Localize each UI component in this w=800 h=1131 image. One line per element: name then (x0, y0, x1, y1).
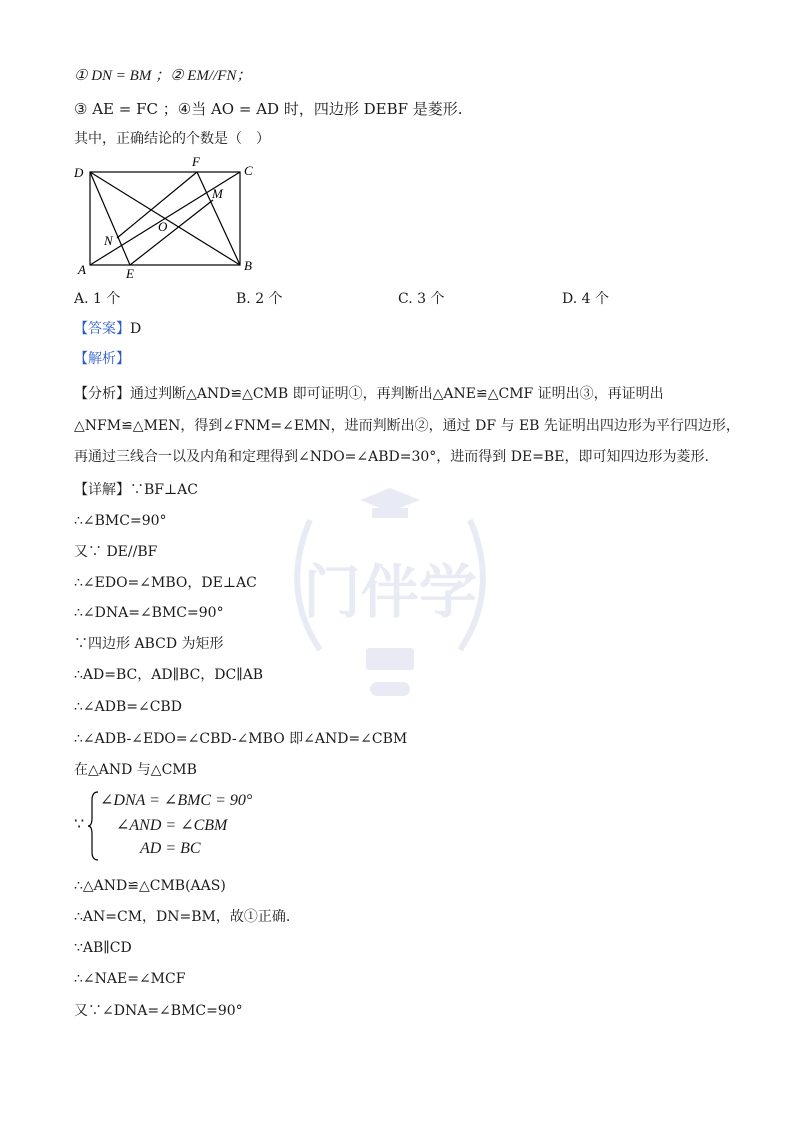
option-c: C. 3 个 (398, 291, 445, 307)
detail-line-15: 又∵∠DNA=∠BMC=90° (74, 1003, 243, 1019)
question-line: 其中，正确结论的个数是（ ） (74, 131, 270, 147)
detail-line-9: ∴∠ADB-∠EDO=∠CBD-∠MBO 即∠AND=∠CBM (74, 731, 408, 747)
because-symbol: ∵ (74, 814, 85, 833)
label-e: E (126, 266, 134, 281)
option-b: B. 2 个 (236, 291, 283, 307)
equation-1: ∠DNA = ∠BMC = 90° (100, 792, 253, 809)
label-c: C (244, 163, 253, 178)
analysis-line-1: 【分析】通过判断△AND≌△CMB 即可证明①，再判断出△ANE≌△CMF 证明出③，再证明出 (74, 386, 664, 402)
detail-line-12: ∴AN=CM，DN=BM，故①正确. (74, 909, 291, 925)
detail-line-2: ∴∠BMC=90° (74, 513, 167, 529)
label-a: A (78, 262, 86, 277)
answer-value: D (130, 321, 142, 337)
label-n: N (104, 233, 113, 248)
label-d: D (74, 165, 84, 180)
detail-line-10: 在△AND 与△CMB (74, 762, 197, 778)
answer-line (74, 319, 141, 339)
segment-de (90, 172, 130, 265)
detail-line-11: ∴△AND≌△CMB(AAS) (74, 878, 226, 894)
detail-line-6: ∵四边形 ABCD 为矩形 (74, 636, 224, 652)
option-a: A. 1 个 (74, 291, 121, 307)
label-m: M (212, 186, 223, 201)
label-o: O (158, 219, 168, 234)
detail-line-14: ∴∠NAE=∠MCF (74, 971, 186, 987)
detail-line-7: ∴AD=BC，AD∥BC，DC∥AB (74, 667, 264, 683)
label-b: B (244, 258, 252, 273)
condition-line-2: ③ AE = FC ；④当 AO = AD 时，四边形 DEBF 是菱形. (74, 100, 463, 118)
detail-line-5: ∴∠DNA=∠BMC=90° (74, 605, 224, 621)
left-brace (88, 790, 100, 862)
option-d: D. 4 个 (562, 291, 609, 307)
detail-line-4: ∴∠EDO=∠MBO，DE⊥AC (74, 575, 257, 591)
label-f: F (192, 155, 200, 169)
detail-line-1: 【详解】∵BF⊥AC (74, 482, 198, 498)
analysis-line-3: 再通过三线合一以及内角和定理得到∠NDO=∠ABD=30°，进而得到 DE=BE，即可知四边形为菱形. (74, 449, 709, 465)
condition-line-1: ① DN = BM ；② EM//FN； (74, 68, 252, 84)
detail-line-8: ∴∠ADB=∠CBD (74, 699, 182, 715)
geometry-figure (70, 155, 270, 285)
detail-line-3: 又∵ DE//BF (74, 544, 158, 560)
equation-system (74, 790, 274, 862)
equation-3: AD = BC (140, 840, 201, 857)
answer-label: 【答案】 (74, 321, 130, 337)
analysis-header: 【解析】 (74, 351, 130, 367)
watermark-text: 门伴学 (302, 558, 478, 626)
watermark-logo (270, 460, 510, 710)
segment-fn (117, 172, 197, 238)
detail-line-13: ∵AB∥CD (74, 940, 132, 956)
equation-2: ∠AND = ∠CBM (116, 817, 228, 834)
analysis-line-2: △NFM≌△MEN，得到∠FNM=∠EMN，进而判断出②，通过 DF 与 EB 先证明出四边形为平行四边形， (74, 418, 740, 434)
